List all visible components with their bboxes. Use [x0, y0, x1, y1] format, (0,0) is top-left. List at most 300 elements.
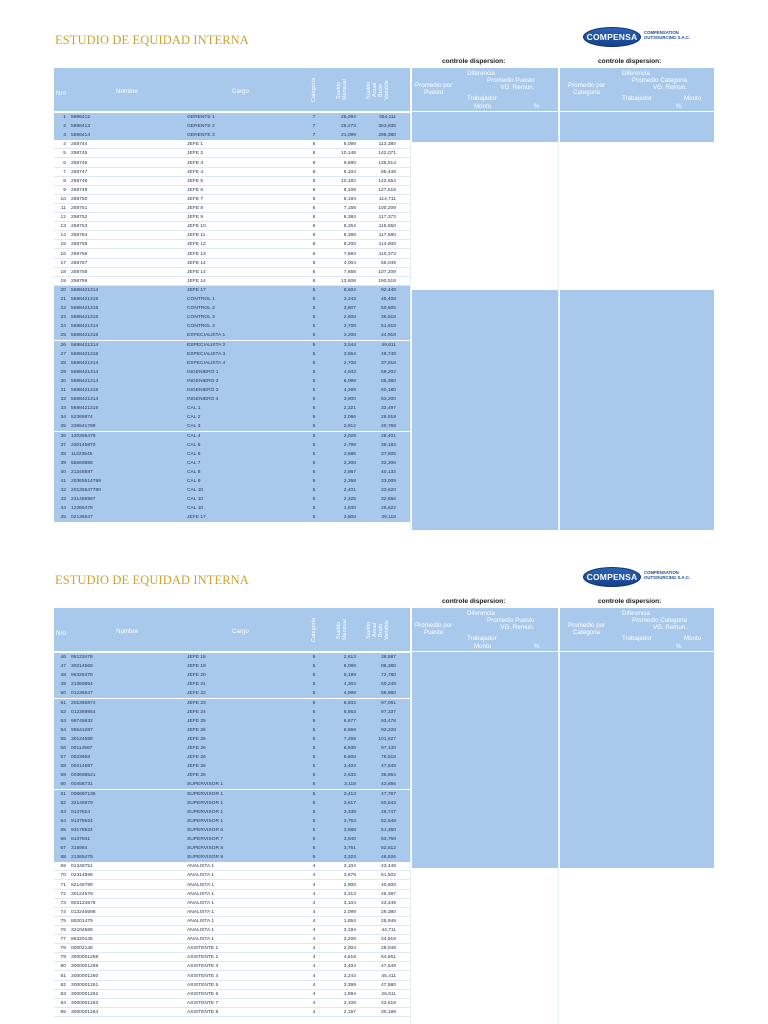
- annual-salary: 115,550: [378, 224, 396, 230]
- category: 5: [312, 691, 316, 697]
- table-row: [54, 504, 410, 513]
- annual-salary: 49,749: [381, 351, 396, 357]
- monthly-salary: 3,617: [343, 800, 356, 806]
- category: 5: [312, 424, 316, 430]
- employee-id: 32104569: [71, 928, 93, 933]
- annual-salary: 45,411: [381, 973, 396, 979]
- table-header-2: [54, 608, 410, 651]
- monthly-salary: 25,274: [341, 124, 356, 130]
- row-number: 52: [60, 709, 66, 715]
- employee-id: 258756: [71, 251, 88, 257]
- position: JEFE 26: [187, 773, 206, 779]
- position: ASISTENTE 1: [187, 946, 219, 952]
- table-row: [54, 277, 410, 286]
- table-row: [54, 917, 410, 926]
- employee-id: 258746: [71, 160, 88, 166]
- table-row: [54, 140, 410, 149]
- position: JEFE 19: [187, 664, 206, 670]
- header-trabajador-3: Trabajador: [467, 635, 497, 642]
- position: INGENIERO 4: [187, 397, 219, 403]
- header-pct: %: [534, 103, 540, 110]
- employee-id: 30124589: [71, 736, 93, 742]
- annual-salary: 25,622: [381, 506, 396, 512]
- row-number: 36: [60, 433, 66, 439]
- category: 5: [312, 351, 316, 357]
- category: 5: [312, 479, 316, 484]
- row-number: 3: [63, 133, 66, 139]
- category: 5: [312, 718, 316, 724]
- monthly-salary: 2,633: [343, 773, 356, 779]
- table-row: [54, 944, 410, 953]
- monthly-salary: 10,148: [341, 151, 356, 157]
- employee-id: 30214569: [71, 664, 93, 670]
- table-row: [54, 350, 410, 359]
- band-puesto-cat5: [412, 290, 558, 530]
- annual-salary: 117,580: [378, 233, 396, 239]
- annual-salary: 32,497: [381, 406, 396, 412]
- position: CONTROL 3: [187, 315, 215, 321]
- table-row: [54, 240, 410, 249]
- report-page-2: [0, 540, 768, 1024]
- table-row: [54, 881, 410, 890]
- employee-id: 230145870: [71, 442, 96, 448]
- table-row: [54, 744, 410, 753]
- employee-id: 5698421315: [71, 306, 99, 312]
- table-row: [54, 908, 410, 917]
- employee-id: 903124578: [71, 900, 96, 906]
- monthly-salary: 2,401: [343, 488, 356, 494]
- monthly-salary: 10,182: [341, 178, 356, 184]
- annual-salary: 135,514: [378, 160, 396, 166]
- monthly-salary: 3,508: [343, 515, 356, 521]
- monthly-salary: 2,900: [343, 882, 356, 888]
- position: ASISTENTE 6: [187, 991, 219, 997]
- employee-id: 6137841: [71, 837, 91, 842]
- category: 6: [312, 196, 316, 202]
- table-row: [54, 295, 410, 304]
- monthly-salary: 2,912: [343, 424, 356, 430]
- annual-salary: 30,199: [381, 1009, 396, 1015]
- table-row: [54, 186, 410, 195]
- employee-id: 5698421315: [71, 388, 99, 393]
- annual-salary: 44,711: [381, 928, 396, 933]
- control-dispersion-label-4: controle dispersion:: [598, 598, 662, 605]
- annual-salary: 93,228: [381, 727, 396, 733]
- header-trabajador-2: Trabajador: [622, 95, 652, 102]
- employee-id: 21365479: [71, 855, 93, 861]
- annual-salary: 117,373: [378, 215, 396, 221]
- monthly-salary: 3,208: [343, 937, 356, 943]
- position: SUPERVISOR 1: [187, 809, 224, 815]
- employee-id: 258755: [71, 242, 88, 248]
- category: 5: [312, 451, 316, 457]
- category: 6: [312, 142, 316, 148]
- employee-id: 5698421314: [71, 397, 99, 403]
- monthly-salary: 2,029: [343, 433, 356, 439]
- category: 4: [312, 909, 316, 915]
- category: 5: [312, 415, 316, 421]
- monthly-salary: 3,339: [343, 809, 356, 815]
- employee-id: 258759: [71, 278, 88, 284]
- employee-id: 00002145: [71, 946, 93, 952]
- annual-salary: 101,627: [378, 736, 396, 742]
- employee-id: 32145879: [71, 800, 93, 806]
- annual-salary: 354,111: [379, 115, 396, 120]
- annual-salary: 32,556: [381, 497, 396, 503]
- monthly-salary: 3,104: [343, 864, 356, 870]
- column-separator: [410, 112, 411, 530]
- position: ASISTENTE 7: [187, 1000, 219, 1006]
- header-nro-2: Nro: [56, 630, 66, 637]
- monthly-salary: 2,867: [343, 469, 356, 475]
- category: 4: [312, 864, 316, 870]
- position: ANALISTA 1: [187, 909, 215, 915]
- table-row: [54, 808, 410, 817]
- annual-salary: 60,180: [381, 388, 396, 393]
- employee-id: 5698421315: [71, 297, 99, 302]
- position: ANALISTA 1: [187, 873, 215, 879]
- page-title-2: ESTUDIO DE EQUIDAD INTERNA: [55, 573, 249, 587]
- category: 5: [312, 673, 316, 679]
- table-row: [54, 468, 410, 477]
- row-number: 50: [60, 691, 66, 697]
- employee-id: 5698421314: [71, 342, 99, 348]
- employee-id: 316984: [71, 846, 88, 852]
- row-number: 17: [60, 260, 66, 266]
- table-row: [54, 862, 410, 871]
- table-row: [54, 780, 410, 789]
- row-number: 44: [60, 506, 66, 512]
- monthly-salary: 3,399: [343, 982, 356, 988]
- employee-id: 5698421315: [71, 406, 99, 412]
- position: JEFE 26: [187, 764, 206, 770]
- row-number: 75: [60, 918, 66, 924]
- employee-id: 20136547780: [71, 488, 101, 494]
- monthly-salary: 4,618: [343, 955, 356, 961]
- category: 5: [312, 727, 316, 733]
- position: SUPERVISOR 6: [187, 827, 224, 833]
- position: JEFE 3: [187, 160, 204, 166]
- annual-salary: 45,408: [381, 297, 396, 302]
- annual-salary: 25,949: [381, 918, 396, 924]
- band-categoria-cat5-2: [560, 652, 714, 868]
- category: 4: [312, 955, 316, 961]
- row-number: 60: [60, 782, 66, 788]
- category: 5: [312, 378, 316, 384]
- monthly-salary: 8,194: [343, 196, 356, 202]
- employee-id: 3000001262: [71, 991, 99, 997]
- monthly-salary: 3,708: [343, 324, 356, 330]
- monthly-salary: 9,680: [343, 160, 356, 166]
- annual-salary: 142,071: [378, 151, 396, 157]
- position: JEFE 23: [187, 700, 206, 706]
- header-sueldo-mensual: Sueldo Mensual: [336, 79, 348, 101]
- position: CAL 3: [187, 424, 201, 430]
- header-promedio-puesto-vg-2: Promedio Puesto VG. Remun.: [487, 617, 535, 631]
- position: INGENIERO 1: [187, 369, 219, 375]
- monthly-salary: 6,938: [343, 746, 356, 751]
- employee-id: 3000001260: [71, 973, 99, 979]
- group-header-categoria: [560, 68, 714, 111]
- row-number: 5: [63, 151, 66, 157]
- monthly-salary: 3,194: [343, 928, 356, 933]
- header-diferencia: Diferencia: [467, 70, 495, 77]
- annual-salary: 46,747: [381, 809, 396, 815]
- annual-salary: 56,049: [381, 260, 396, 266]
- position: ANALISTA 1: [187, 900, 215, 906]
- employee-id: 02314589: [71, 873, 93, 879]
- logo-subtitle: COMPENSATION OUTSOURCING S.A.C.: [644, 30, 691, 41]
- position: GERENTE 1: [187, 115, 215, 120]
- control-dispersion-label-1: controle dispersion:: [442, 58, 506, 65]
- category: 5: [312, 515, 316, 521]
- employee-id: 62145789: [71, 882, 93, 888]
- annual-salary: 78,518: [381, 755, 396, 761]
- table-row: [54, 817, 410, 826]
- employee-id: 5698421315: [71, 315, 99, 321]
- table-row: [54, 835, 410, 844]
- monthly-salary: 6,104: [343, 169, 356, 175]
- annual-salary: 37,605: [381, 451, 396, 457]
- position: ASISTENTE 8: [187, 1009, 219, 1015]
- monthly-salary: 7,884: [343, 251, 356, 257]
- position: ESPECIALISTA 2: [187, 342, 226, 348]
- employee-id: 00214587: [71, 764, 93, 770]
- annual-salary: 51,350: [381, 827, 396, 833]
- annual-salary: 33,009: [381, 479, 396, 484]
- table-row: [54, 331, 410, 340]
- employee-id: 201365874: [71, 700, 96, 706]
- row-number: 19: [60, 278, 66, 284]
- table-row: [54, 450, 410, 459]
- table-row: [54, 304, 410, 313]
- category: 5: [312, 397, 316, 403]
- annual-salary: 97,061: [381, 700, 396, 706]
- row-number: 4: [63, 142, 66, 148]
- header-monto: Monto: [474, 103, 492, 110]
- employee-id: 258749: [71, 187, 88, 193]
- monthly-salary: 8,384: [343, 215, 356, 221]
- table-row: [54, 422, 410, 431]
- table-row: [54, 762, 410, 771]
- header-categoria-2: Categoría: [311, 617, 317, 643]
- category: 5: [312, 809, 316, 815]
- category: 7: [312, 124, 316, 130]
- monthly-salary: 21,099: [341, 133, 356, 139]
- category: 6: [312, 160, 316, 166]
- row-number: 81: [60, 973, 66, 979]
- table-row: [54, 204, 410, 213]
- category: 4: [312, 946, 316, 952]
- monthly-salary: 2,799: [343, 442, 356, 448]
- employee-id: 003698521: [71, 773, 96, 779]
- header-promedio-puesto: Promedio por Puesto: [415, 82, 453, 96]
- row-number: 43: [60, 497, 66, 503]
- monthly-salary: 3,208: [343, 333, 356, 339]
- monthly-salary: 8,099: [343, 142, 356, 148]
- row-number: 59: [60, 773, 66, 779]
- control-dispersion-label-2: controle dispersion:: [598, 58, 662, 65]
- table-row: [54, 432, 410, 441]
- row-number: 8: [63, 178, 66, 184]
- position: SUPERVISOR 1: [187, 782, 224, 788]
- compensa-logo-2: [583, 566, 703, 590]
- position: JEFE 6: [187, 187, 204, 193]
- column-separator: [558, 112, 559, 530]
- table-row: [54, 662, 410, 671]
- table-row: [54, 168, 410, 177]
- row-number: 79: [60, 955, 66, 961]
- row-number: 47: [60, 664, 66, 670]
- monthly-salary: 4,004: [343, 260, 356, 266]
- row-number: 69: [60, 864, 66, 870]
- category: 5: [312, 360, 316, 366]
- monthly-salary: 2,686: [343, 451, 356, 457]
- monthly-salary: 2,066: [343, 415, 356, 421]
- monthly-salary: 7,158: [343, 206, 356, 211]
- category: 5: [312, 469, 316, 475]
- table-row: [54, 753, 410, 762]
- header-sueldo-anual: Sueldo Anual Bruto Variable: [366, 80, 390, 100]
- employee-id: 258748: [71, 178, 88, 184]
- monthly-salary: 3,607: [343, 306, 356, 312]
- table-row: [54, 513, 410, 522]
- annual-salary: 47,649: [381, 964, 396, 970]
- header-monto-3: Monto: [474, 643, 492, 650]
- monthly-salary: 3,313: [343, 891, 356, 897]
- row-number: 78: [60, 946, 66, 952]
- position: JEFE 4: [187, 169, 204, 175]
- position: GERENTE 2: [187, 124, 215, 130]
- row-number: 26: [60, 342, 66, 348]
- annual-salary: 51,918: [381, 324, 396, 330]
- row-number: 67: [60, 846, 66, 852]
- position: JEFE 13: [187, 251, 206, 257]
- annual-salary: 36,864: [381, 773, 396, 779]
- position: JEFE 7: [187, 196, 204, 202]
- table-row: [54, 359, 410, 368]
- header-diferencia-4: Diferencia: [622, 610, 650, 617]
- category: 5: [312, 782, 316, 788]
- row-number: 66: [60, 837, 66, 842]
- table-row: [54, 871, 410, 880]
- table-row: [54, 313, 410, 322]
- group-header-categoria-2: [560, 608, 714, 651]
- employee-id: 258745: [71, 151, 88, 157]
- table-row: [54, 844, 410, 853]
- row-number: 27: [60, 351, 66, 357]
- position: JEFE 2: [187, 151, 204, 157]
- monthly-salary: 3,753: [343, 818, 356, 824]
- category: 7: [312, 133, 316, 139]
- employee-id: 258751: [71, 206, 88, 211]
- employee-id: 12365478: [71, 506, 93, 512]
- monthly-salary: 3,800: [343, 397, 356, 403]
- employee-id: 5698421314: [71, 378, 99, 384]
- category: 6: [312, 269, 316, 275]
- table-row: [54, 717, 410, 726]
- annual-salary: 69,980: [381, 691, 396, 697]
- monthly-salary: 7,259: [343, 736, 356, 742]
- employee-id: 85201479: [71, 918, 93, 924]
- table-row: [54, 413, 410, 422]
- table-row: [54, 826, 410, 835]
- position: ASISTENTE 5: [187, 982, 219, 988]
- monthly-salary: 2,004: [343, 946, 356, 952]
- header-sueldo-anual-2: Sueldo Anual Bruto Variable: [366, 620, 390, 640]
- table-row: [54, 653, 410, 662]
- table-row: [54, 708, 410, 717]
- row-number: 56: [60, 746, 66, 751]
- position: JEFE 26: [187, 727, 206, 733]
- header-categoria: Categoría: [311, 77, 317, 103]
- monthly-salary: 2,608: [343, 315, 356, 321]
- table-row: [54, 790, 410, 799]
- header-cargo-2: Cargo: [232, 628, 249, 635]
- position: CAL 5: [187, 442, 201, 448]
- category: 5: [312, 460, 316, 466]
- group-header-puesto-2: [412, 608, 558, 651]
- position: JEFE 1: [187, 142, 204, 148]
- monthly-salary: 2,308: [343, 460, 356, 466]
- header-promedio-categoria-vg-2: Promedio Categoria VG. Remun.: [632, 617, 688, 631]
- position: ASISTENTE 3: [187, 964, 219, 970]
- header-promedio-categoria: Promedio por Categoria: [568, 82, 606, 96]
- monthly-salary: 3,243: [343, 297, 356, 302]
- table-row: [54, 495, 410, 504]
- employee-id: 258747: [71, 169, 88, 175]
- category: 5: [312, 773, 316, 779]
- table-row: [54, 935, 410, 944]
- header-nombre-2: Nombre: [116, 628, 139, 635]
- position: ASISTENTE 4: [187, 973, 219, 979]
- annual-salary: 44,918: [381, 333, 396, 339]
- category: 4: [312, 1000, 316, 1006]
- monthly-salary: 1,854: [343, 918, 356, 924]
- annual-salary: 85,380: [381, 378, 396, 384]
- category: 6: [312, 260, 316, 266]
- header-sueldo-mensual-2: Sueldo Mensual: [336, 619, 348, 641]
- row-number: 73: [60, 900, 66, 906]
- employee-id: 5698421315: [71, 333, 99, 339]
- table-header: [54, 68, 410, 111]
- row-number: 33: [60, 406, 66, 412]
- position: JEFE 26: [187, 746, 206, 751]
- annual-salary: 50,643: [381, 800, 396, 806]
- monthly-salary: 3,118: [344, 782, 356, 788]
- annual-salary: 72,780: [381, 673, 396, 679]
- logo-mark-2: COMPENSA: [583, 567, 641, 587]
- employee-id: 9137824: [71, 809, 91, 815]
- row-number: 82: [60, 982, 66, 988]
- position: JEFE 17: [187, 287, 206, 293]
- category: 5: [312, 664, 316, 670]
- employee-id: 258744: [71, 142, 88, 148]
- table-row: [54, 899, 410, 908]
- category: 6: [312, 178, 316, 184]
- row-number: 77: [60, 937, 66, 943]
- row-number: 84: [60, 1000, 66, 1006]
- row-number: 18: [60, 269, 66, 275]
- table-row: [54, 477, 410, 486]
- annual-salary: 32,306: [381, 460, 396, 466]
- category: 6: [312, 278, 316, 284]
- employee-id: 30124578: [71, 891, 93, 897]
- category: 4: [312, 900, 316, 906]
- row-number: 13: [60, 224, 66, 230]
- position: SUPERVISOR 1: [187, 791, 224, 797]
- employee-id: 5698421314: [71, 360, 99, 366]
